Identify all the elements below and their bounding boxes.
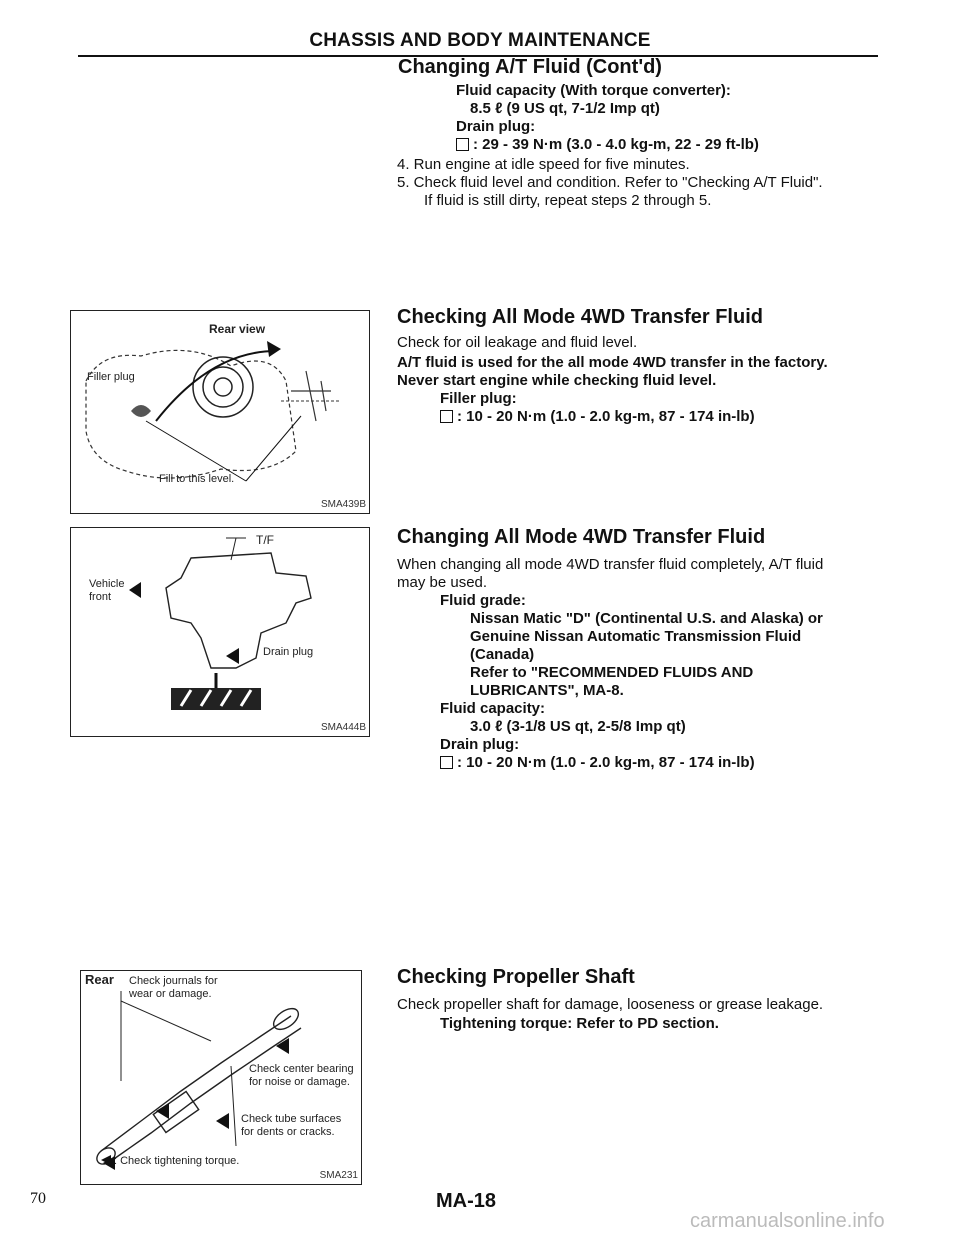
fig3-journal-1: Check journals for — [129, 975, 218, 987]
checking-transfer-title: Checking All Mode 4WD Transfer Fluid — [397, 306, 763, 328]
fig1-code: SMA439B — [320, 499, 366, 510]
propeller-line1: Check propeller shaft for damage, looseness or grease leakage. — [397, 996, 824, 1013]
step-4: 4. Run engine at idle speed for five minutes. — [397, 156, 690, 173]
watermark: carmanualsonline.info — [690, 1210, 885, 1232]
fluid-grade-2: Genuine Nissan Automatic Transmission Fluid — [470, 628, 802, 645]
step-5-note: If fluid is still dirty, repeat steps 2 through 5. — [424, 192, 712, 209]
fig3-tube-2: for dents or cracks. — [241, 1126, 335, 1138]
fig3-code: SMA231 — [319, 1170, 358, 1181]
transfer-capacity-label: Fluid capacity: — [440, 700, 546, 717]
torque-wrench-icon — [440, 756, 453, 769]
figure-drain-plug — [70, 527, 370, 737]
step-5: 5. Check fluid level and condition. Refer to "Checking A/T Fluid". — [397, 174, 823, 191]
fig3-tube-1: Check tube surfaces — [241, 1113, 342, 1125]
changing-transfer-line2: may be used. — [397, 574, 488, 591]
transfer-drain-label: Drain plug: — [440, 736, 520, 753]
fluid-grade-3: (Canada) — [470, 646, 535, 663]
fig2-front-label: front — [89, 591, 112, 603]
transfer-drain-torque: : 10 - 20 N·m (1.0 - 2.0 kg-m, 87 - 174 in-lb) — [457, 754, 755, 771]
fig3-rear-label: Rear — [85, 972, 114, 987]
checking-transfer-line1: Check for oil leakage and fluid level. — [397, 334, 638, 351]
figure-propeller-shaft — [80, 970, 362, 1185]
fluid-grade-4: Refer to "RECOMMENDED FLUIDS AND — [470, 664, 754, 681]
fluid-grade-1: Nissan Matic "D" (Continental U.S. and Alaska) or — [470, 610, 823, 627]
page-number: MA-18 — [436, 1190, 497, 1212]
figure-rear-view — [70, 310, 370, 514]
transfer-drain-illustration — [71, 528, 369, 736]
at-capacity-value: 8.5 ℓ (9 US qt, 7-1/2 Imp qt) — [470, 100, 660, 117]
at-drain-label: Drain plug: — [456, 118, 536, 135]
changing-transfer-line1: When changing all mode 4WD transfer fluid completely, A/T fluid — [397, 556, 824, 573]
fig1-filler-label: Filler plug — [87, 371, 135, 383]
page-header: CHASSIS AND BODY MAINTENANCE — [309, 30, 651, 51]
fig2-drain-label: Drain plug — [263, 646, 314, 658]
fluid-grade-5: LUBRICANTS", MA-8. — [470, 682, 624, 699]
at-drain-torque: : 29 - 39 N·m (3.0 - 4.0 kg-m, 22 - 29 ft-lb) — [473, 136, 759, 153]
filler-torque: : 10 - 20 N·m (1.0 - 2.0 kg-m, 87 - 174 in-lb) — [457, 408, 755, 425]
filler-plug-label: Filler plug: — [440, 390, 517, 407]
fig3-center-1: Check center bearing — [249, 1063, 354, 1075]
fig2-tf-label: T/F — [256, 533, 274, 547]
fig1-fill-label: Fill to this level. — [159, 473, 235, 485]
propeller-title: Checking Propeller Shaft — [397, 966, 635, 988]
checking-transfer-line3: Never start engine while checking fluid level. — [397, 372, 717, 389]
torque-wrench-icon — [440, 410, 453, 423]
at-drain-torque-line — [456, 136, 759, 154]
at-capacity-label: Fluid capacity (With torque converter): — [456, 82, 731, 99]
fluid-grade-label: Fluid grade: — [440, 592, 526, 609]
fig3-tighten: : Check tightening torque. — [114, 1155, 240, 1167]
changing-transfer-title: Changing All Mode 4WD Transfer Fluid — [397, 526, 766, 548]
filler-torque-line — [440, 408, 755, 426]
fig2-vehicle-label: Vehicle — [89, 578, 125, 590]
fig2-code: SMA444B — [320, 722, 366, 733]
torque-wrench-icon — [456, 138, 469, 151]
page-left-number: 70 — [30, 1190, 46, 1207]
propeller-line2: Tightening torque: Refer to PD section. — [440, 1015, 719, 1032]
transfer-drain-torque-line — [440, 754, 755, 772]
transfer-capacity-value: 3.0 ℓ (3-1/8 US qt, 2-5/8 Imp qt) — [470, 718, 686, 735]
checking-transfer-line2: A/T fluid is used for the all mode 4WD transfer in the factory. — [397, 354, 828, 371]
fig1-title: Rear view — [209, 322, 266, 336]
arrow-icon — [101, 1155, 111, 1165]
fig3-center-2: for noise or damage. — [249, 1076, 350, 1088]
at-fluid-title: Changing A/T Fluid (Cont'd) — [398, 56, 662, 78]
fig3-journal-2: wear or damage. — [129, 988, 212, 1000]
fig3-tighten-line — [101, 1155, 239, 1168]
